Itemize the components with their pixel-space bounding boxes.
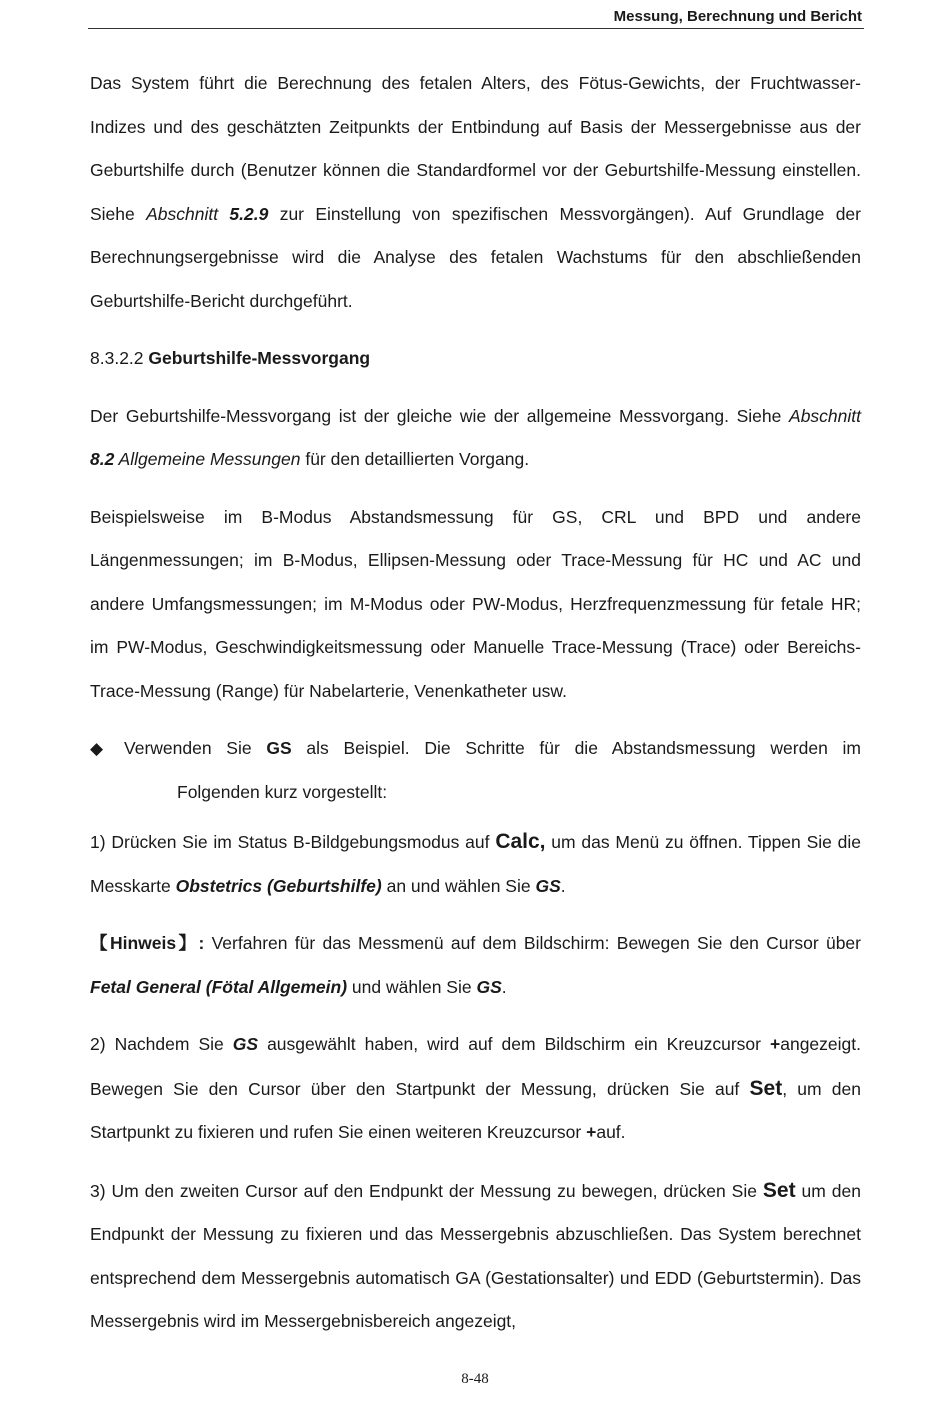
header-title: Messung, Berechnung und Bericht [613, 8, 862, 25]
page-number: 8-48 [461, 1371, 489, 1387]
step-3: 3) Um den zweiten Cursor auf den Endpunkt der Messung zu bewegen, drücken Sie Set um den Endpunkt der Messung zu fixieren und das Messergebnis abzuschließen. Das System berechnet entsprechend dem Messergebnis automatisch GA (Gestationsalter) und EDD (Geburtstermin). Das Messergebnis wird im Messergebnisbereich angezeigt, [90, 1178, 861, 1331]
general-procedure-paragraph: Der Geburtshilfe-Messvorgang ist der gleiche wie der allgemeine Messvorgang. Siehe Abschnitt 8.2 Allgemeine Messungen für den detaillierten Vorgang. [90, 405, 861, 469]
hint-note: 【Hinweis】: Verfahren für das Messmenü auf dem Bildschirm: Bewegen Sie den Cursor über Fetal General (Fötal Allgemein) und wählen Sie GS. [90, 933, 861, 997]
example-paragraph: Beispielsweise im B-Modus Abstandsmessung für GS, CRL und BPD und andere Längenmessungen; im B-Modus, Ellipsen-Messung oder Trace-Messung für HC und AC und andere Umfangsmessungen; im M-Modus oder PW-Modus, Herzfrequenzmessung für fetale HR; im PW-Modus, Geschwindigkeitsmessung oder Manuelle Trace-Messung (Trace) oder Bereichs-Trace-Messung (Range) für Nabelarterie, Venenkatheter usw. [90, 506, 861, 701]
section-heading: 8.3.2.2 Geburtshilfe-Messvorgang [90, 348, 371, 368]
step-2: 2) Nachdem Sie GS ausgewählt haben, wird auf dem Bildschirm ein Kreuzcursor +angezeigt. Bewegen Sie den Cursor über den Startpunkt der Messung, drücken Sie auf Set, um den Startpunkt zu fixieren und rufen Sie einen weiteren Kreuzcursor +auf. [90, 1034, 861, 1142]
intro-paragraph: Das System führt die Berechnung des fetalen Alters, des Fötus-Gewichts, der Fruchtwasser-Indizes und des geschätzten Zeitpunkts der Entbindung auf Basis der Messergebnisse aus der Geburtshilfe durch (Benutzer können die Standardformel vor der Geburtshilfe-Messung einstellen. Siehe Abschnitt 5.2.9 zur Einstellung von spezifischen Messvorgängen). Auf Grundlage der Berechnungsergebnisse wird die Analyse des fetalen Wachstums für den abschließenden Geburtshilfe-Bericht durchgeführt. [90, 73, 861, 311]
step-1: 1) Drücken Sie im Status B-Bildgebungsmodus auf Calc, um das Menü zu öffnen. Tippen Sie die Messkarte Obstetrics (Geburtshilfe) an und wählen Sie GS. [90, 830, 862, 896]
diamond-bullet-icon: ◆ [90, 739, 104, 758]
page-content [90, 62, 861, 1358]
page-header [88, 6, 864, 29]
bullet-item: ◆ Verwenden Sie GS als Beispiel. Die Schritte für die Abstandsmessung werden im Folgenden kurz vorgestellt: [90, 727, 861, 814]
